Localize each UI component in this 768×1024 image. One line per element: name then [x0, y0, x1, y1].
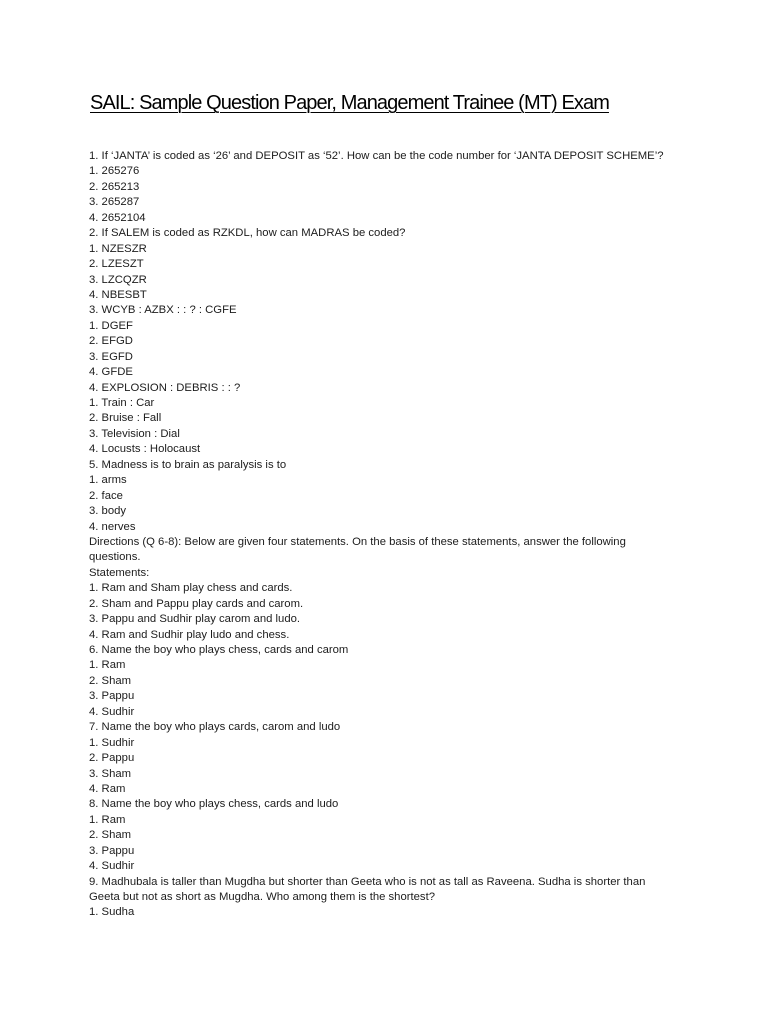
text-line: 3. WCYB : AZBX : : ? : CGFE [89, 304, 237, 317]
text-line: 4. Locusts : Holocaust [89, 443, 201, 456]
text-line: 2. Sham [89, 674, 132, 687]
text-line: 6. Name the boy who plays chess, cards and carom [89, 644, 349, 656]
question-text [89, 149, 689, 921]
text-line: 2. LZESZT [89, 258, 144, 271]
text-line: 2. If SALEM is coded as RZKDL, how can MADRAS be coded? [89, 227, 406, 240]
text-line: 3. body [89, 505, 127, 518]
text-line: 5. Madness is to brain as paralysis is to [89, 458, 287, 471]
text-line: 1. arms [89, 474, 127, 487]
text-line: 3. Pappu [89, 844, 135, 857]
text-line: 1. DGEF [89, 319, 133, 332]
text-line: 4. GFDE [89, 366, 133, 379]
text-line: 2. Sham and Pappu play cards and carom. [89, 597, 304, 610]
text-line: 1. NZESZR [89, 242, 147, 255]
text-line: 2. 265213 [89, 180, 140, 193]
text-line: 4. 2652104 [89, 211, 146, 224]
text-line: 2. Bruise : Fall [89, 412, 162, 425]
text-line: 3. 265287 [89, 196, 140, 209]
text-line: 1. Sudha [89, 906, 135, 919]
text-line: 1. Ram [89, 813, 126, 826]
text-line: 4. Ram [89, 782, 126, 795]
text-line: 2. face [89, 489, 123, 502]
text-line: 7. Name the boy who plays cards, carom and ludo [89, 721, 341, 734]
page-title: SAIL: Sample Question Paper, Management Trainee (MT) Exam [90, 92, 609, 114]
text-line: 1. Train : Car [89, 397, 155, 409]
text-line: Statements: [89, 566, 150, 579]
text-line: 3. Pappu and Sudhir play carom and ludo. [89, 613, 301, 626]
text-line: 1. 265276 [89, 165, 140, 178]
text-line: 4. nerves [89, 520, 136, 533]
text-line: 3. EGFD [89, 350, 133, 363]
text-line: 4. NBESBT [89, 288, 147, 301]
text-line: 2. Pappu [89, 752, 135, 765]
text-line: 1. If ‘JANTA’ is coded as ‘26’ and DEPOSIT as ‘52’. How can be the code number for ‘JANTA DEPOSIT SCHEME’? [89, 150, 664, 162]
text-line: 9. Madhubala is taller than Mugdha but shorter than Geeta who is not as tall as Raveena. Sudha is shorter than [89, 875, 646, 888]
text-line: 2. Sham [89, 829, 132, 842]
text-line: 1. Ram [89, 659, 126, 672]
text-line: 4. Sudhir [89, 860, 135, 873]
text-line: questions. [89, 551, 141, 564]
text-line: 3. LZCQZR [89, 273, 147, 286]
text-line: 3. Sham [89, 767, 132, 780]
text-line: 4. EXPLOSION : DEBRIS : : ? [89, 381, 241, 394]
text-line: 8. Name the boy who plays chess, cards and ludo [89, 798, 339, 811]
text-line: 4. Ram and Sudhir play ludo and chess. [89, 628, 290, 641]
text-line: 1. Ram and Sham play chess and cards. [89, 582, 293, 595]
text-line: 3. Television : Dial [89, 427, 180, 440]
text-line: Geeta but not as short as Mugdha. Who among them is the shortest? [89, 891, 436, 903]
text-line: 1. Sudhir [89, 736, 135, 749]
text-line: 3. Pappu [89, 690, 135, 703]
text-line: 2. EFGD [89, 335, 133, 348]
text-line: 4. Sudhir [89, 705, 135, 718]
text-line: Directions (Q 6-8): Below are given four statements. On the basis of these statements, answer the following [89, 535, 626, 548]
